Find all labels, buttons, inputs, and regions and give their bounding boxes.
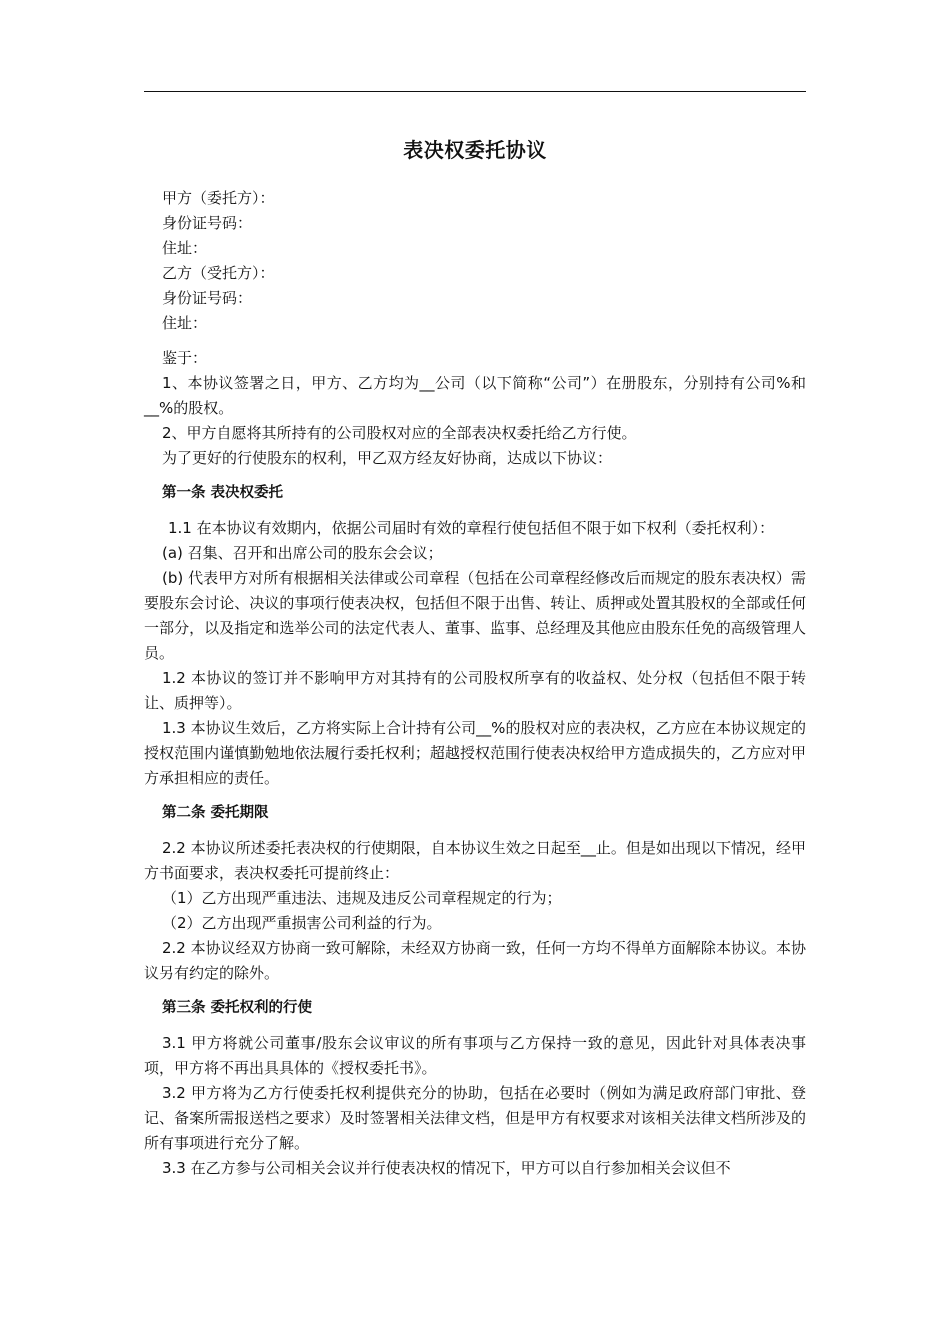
- clause-2-2-termination: 2.2 本协议经双方协商一致可解除，未经双方协商一致，任何一方均不得单方面解除本协议。本协议另有约定的除外。: [144, 939, 806, 982]
- recital-heading: 鉴于：: [162, 349, 208, 367]
- recital-2: 2、甲方自愿将其所持有的公司股权对应的全部表决权委托给乙方行使。: [162, 424, 637, 442]
- clause-3-1: 3.1 甲方将就公司董事/股东会议审议的所有事项与乙方保持一致的意见，因此针对具体表决事项，甲方将不再出具具体的《授权委托书》。: [144, 1034, 806, 1077]
- clause-2-2-item-2: （2）乙方出现严重损害公司利益的行为。: [162, 914, 442, 932]
- clause-2-2-item-1: （1）乙方出现严重违法、违规及违反公司章程规定的行为；: [162, 889, 562, 907]
- clause-1-1: 1.1 在本协议有效期内，依据公司届时有效的章程行使包括但不限于如下权利（委托权利）：: [168, 519, 775, 537]
- article-2-heading: 第二条 委托期限: [162, 805, 269, 821]
- header-rule: [144, 91, 806, 92]
- document-title: 表决权委托协议: [403, 138, 547, 162]
- clause-2-2-term: 2.2 本协议所述委托表决权的行使期限，自本协议生效之日起至__止。但是如出现以下情况，经甲方书面要求，表决权委托可提前终止：: [144, 839, 806, 882]
- document-body: [144, 186, 806, 1181]
- article-3-heading: 第三条 委托权利的行使: [162, 1000, 313, 1016]
- party-a-id-number: 身份证号码：: [162, 214, 253, 232]
- party-b-id-number: 身份证号码：: [162, 289, 253, 307]
- party-b-address: 住址：: [162, 314, 208, 332]
- recital-conclusion: 为了更好的行使股东的权利，甲乙双方经友好协商，达成以下协议：: [162, 449, 613, 467]
- party-a-address: 住址：: [162, 239, 208, 257]
- clause-3-2: 3.2 甲方将为乙方行使委托权利提供充分的协助，包括在必要时（例如为满足政府部门审批、登记、备案所需报送档之要求）及时签署相关法律文档，但是甲方有权要求对该相关法律文档所涉及的所有事项进行充分了解。: [144, 1084, 806, 1152]
- clause-1-1-item-b: (b) 代表甲方对所有根据相关法律或公司章程（包括在公司章程经修改后而规定的股东表决权）需要股东会讨论、决议的事项行使表决权，包括但不限于出售、转让、质押或处置其股权的全部或任何一部分，以及指定和选举公司的法定代表人、董事、监事、总经理及其他应由股东任免的高级管理人员。: [144, 569, 806, 662]
- clause-3-3: 3.3 在乙方参与公司相关会议并行使表决权的情况下，甲方可以自行参加相关会议但不: [162, 1159, 731, 1177]
- clause-1-3: 1.3 本协议生效后，乙方将实际上合计持有公司__%的股权对应的表决权，乙方应在本协议规定的授权范围内谨慎勤勉地依法履行委托权利；超越授权范围行使表决权给甲方造成损失的，乙方应对甲方承担相应的责任。: [144, 719, 806, 787]
- recital-1: 1、本协议签署之日，甲方、乙方均为__公司（以下简称“公司”）在册股东，分别持有公司%和__%的股权。: [144, 374, 806, 417]
- party-a-name: 甲方（委托方）：: [162, 189, 275, 207]
- article-1-heading: 第一条 表决权委托: [162, 485, 284, 501]
- clause-1-1-item-a: (a) 召集、召开和出席公司的股东会会议；: [162, 544, 443, 562]
- party-b-name: 乙方（受托方）：: [162, 264, 275, 282]
- clause-1-2: 1.2 本协议的签订并不影响甲方对其持有的公司股权所享有的收益权、处分权（包括但不限于转让、质押等）。: [144, 669, 806, 712]
